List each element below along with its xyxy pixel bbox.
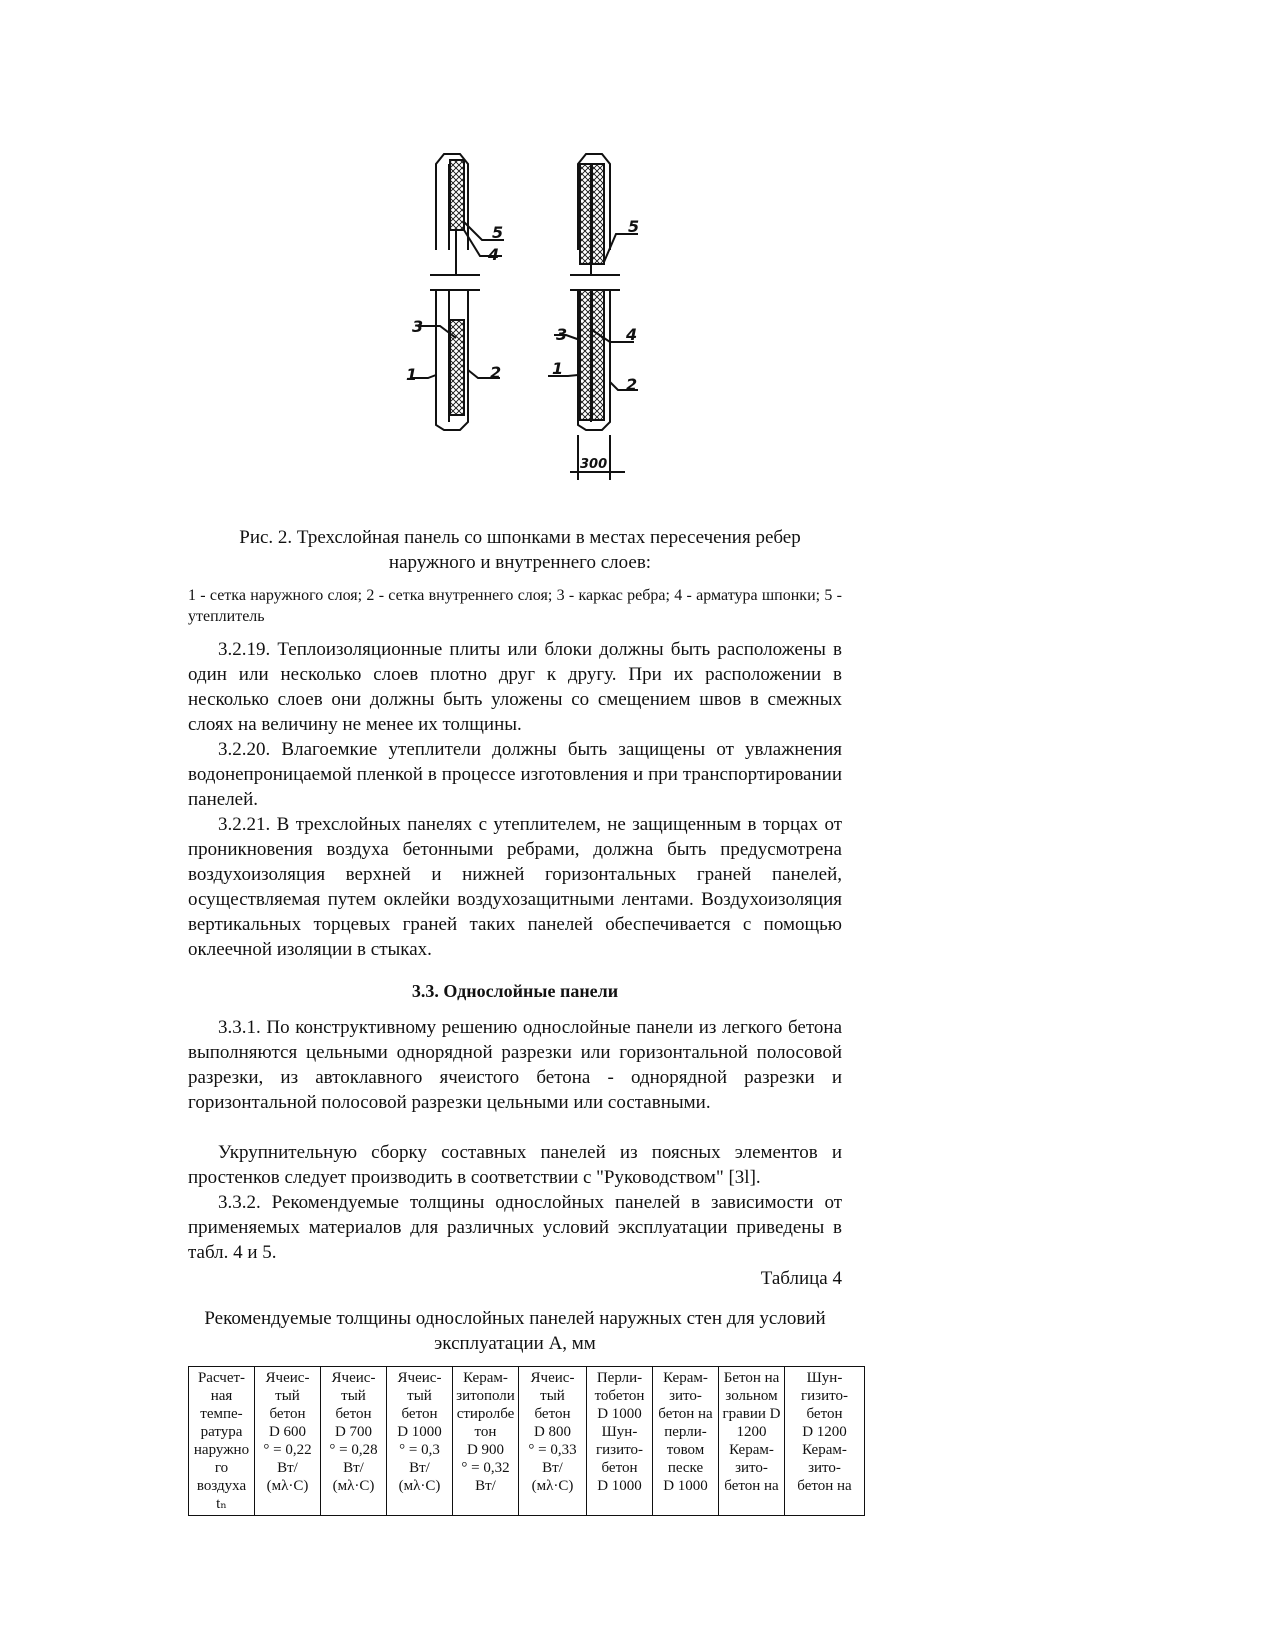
header-cell: Ячеис- тый бетон D 1000 ° = 0,3 Вт/ (мλ·С) xyxy=(387,1367,453,1516)
header-cell-temperature: Расчет- ная темпе- ратура наружно го воздуха tₙ xyxy=(189,1367,255,1516)
section-heading: 3.3. Однослойные панели xyxy=(411,981,619,1001)
callout-label: 3 xyxy=(556,325,568,344)
paragraph-3-2-19: 3.2.19. Теплоизоляционные плиты или блоки должны быть расположены в один или несколько слоев плотно друг к другу. При их расположении в несколько слоев они должны быть уложены со смещением швов в смежных слоях на величину не менее их толщины. xyxy=(188,639,842,735)
table-header-row xyxy=(189,1367,865,1516)
header-cell: Ячеис- тый бетон D 800 ° = 0,33 Вт/ (мλ·С) xyxy=(519,1367,587,1516)
callout-label: 5 xyxy=(492,223,504,242)
callout-label: 1 xyxy=(406,365,418,384)
callout-label: 5 xyxy=(628,217,640,236)
panel-section-drawing xyxy=(406,150,680,500)
figure-legend: 1 - сетка наружного слоя; 2 - сетка внутреннего слоя; 3 - каркас ребра; 4 - арматура шпонки; 5 - утеплитель xyxy=(188,587,842,625)
callout-label: 1 xyxy=(552,359,564,378)
figure-caption: Рис. 2. Трехслойная панель со шпонками в местах пересечения ребер наружного и внутреннего слоев: xyxy=(239,527,801,573)
table-label: Таблица 4 xyxy=(760,1268,842,1289)
paragraph-assembly: Укрупнительную сборку составных панелей из поясных элементов и простенков следует производить в соответствии с "Руководством" [3l]. xyxy=(188,1142,842,1188)
header-cell: Бетон на зольном гравии D 1200 Керам- зито- бетон на xyxy=(719,1367,785,1516)
callout-label: 2 xyxy=(490,363,502,382)
table-title: Рекомендуемые толщины однослойных панелей наружных стен для условий эксплуатации А, мм xyxy=(204,1308,826,1354)
header-cell: Ячеис- тый бетон D 700 ° = 0,28 Вт/ (мλ·С) xyxy=(321,1367,387,1516)
paragraph-3-2-21: 3.2.21. В трехслойных панелях с утеплителем, не защищенным в торцах от проникновения воздуха бетонными ребрами, должна быть предусмотрена воздухоизоляция верхней и нижней горизонтальных граней панелей, осуществляемая путем оклейки воздухозащитными лентами. Воздухоизоляция вертикальных торцевых граней таких панелей обеспечивается с помощью оклеечной изоляции в стыках. xyxy=(188,814,842,960)
callout-label: 2 xyxy=(626,375,638,394)
header-cell: Керам- зито- бетон на перли- товом песке D 1000 xyxy=(653,1367,719,1516)
header-cell: Керам- зитополи стиролбе тон D 900 ° = 0,32 Вт/ xyxy=(453,1367,519,1516)
header-cell: Перли- тобетон D 1000 Шун- гизито- бетон D 1000 xyxy=(587,1367,653,1516)
paragraph-3-3-2: 3.3.2. Рекомендуемые толщины однослойных панелей в зависимости от применяемых материалов для различных условий эксплуатации приведены в табл. 4 и 5. xyxy=(188,1192,842,1263)
paragraph-3-3-1: 3.3.1. По конструктивному решению однослойные панели из легкого бетона выполняются цельными однорядной разрезки или горизонтальной полосовой разрезки, из автоклавного ячеистого бетона - однорядной разрезки и горизонтальной полосовой разрезки цельными или составными. xyxy=(188,1017,842,1113)
callout-label: 4 xyxy=(488,245,500,264)
callout-label: 4 xyxy=(626,325,638,344)
thickness-table xyxy=(188,1366,865,1516)
header-cell: Ячеис- тый бетон D 600 ° = 0,22 Вт/ (мλ·С) xyxy=(255,1367,321,1516)
dimension-label: 300 xyxy=(580,457,608,472)
paragraph-3-2-20: 3.2.20. Влагоемкие утеплители должны быть защищены от увлажнения водонепроницаемой пленкой в процессе изготовления и при транспортировании панелей. xyxy=(188,739,842,810)
header-cell: Шун- гизито- бетон D 1200 Керам- зито- бетон на xyxy=(785,1367,865,1516)
callout-label: 3 xyxy=(412,317,424,336)
